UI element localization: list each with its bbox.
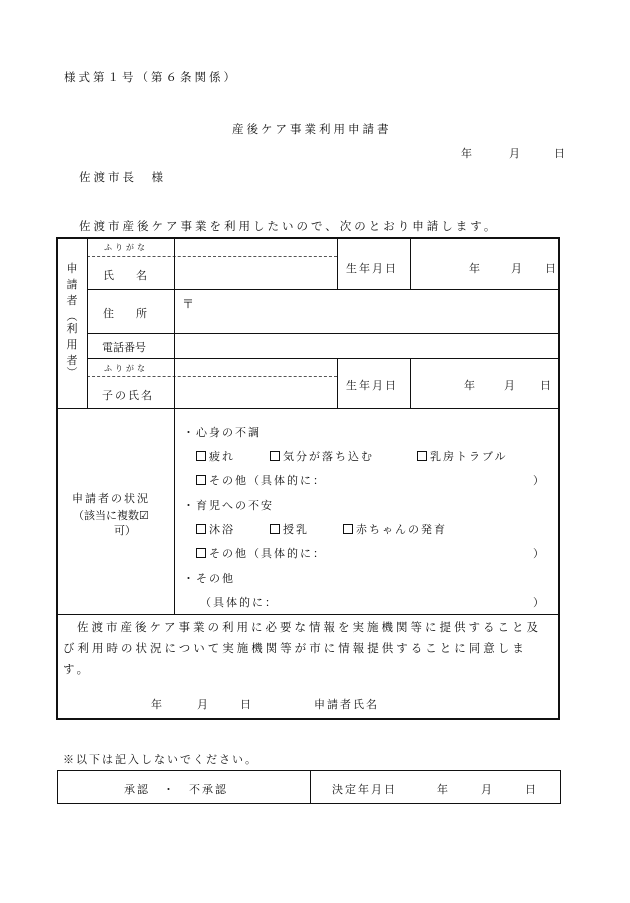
category-physical: ・心身の不調 [183, 426, 261, 439]
consent-line-3: す。 [63, 662, 92, 676]
intro-text: 佐渡市産後ケア事業を利用したいので、次のとおり申請します。 [79, 219, 499, 233]
option-other-physical[interactable]: その他（具体的に： [196, 472, 326, 488]
child-name-field[interactable] [176, 378, 336, 407]
postal-mark: 〒 [182, 297, 195, 311]
situation-note-2: 可） [114, 524, 136, 537]
checkbox[interactable] [270, 524, 280, 534]
date-month: 月 [509, 147, 520, 160]
category-childcare: ・育児への不安 [183, 499, 274, 512]
situation-note: （該当に複数☑ [73, 509, 149, 522]
consent-line-2: び利用時の状況について実施機関等が市に情報提供することに同意しま [63, 641, 527, 655]
option-depressed[interactable]: 気分が落ち込む [270, 448, 374, 464]
checkbox[interactable] [196, 451, 206, 461]
date-day: 日 [554, 147, 565, 160]
checkbox[interactable] [417, 451, 427, 461]
addressee: 佐渡市長 様 [79, 170, 166, 184]
category-other: ・その他 [183, 572, 235, 585]
option-other-childcare[interactable]: その他（具体的に： [196, 545, 326, 561]
other-detail-field[interactable]: （具体的に： [200, 596, 278, 609]
child-furigana-label: ふりがな [104, 364, 148, 373]
name-label: 氏 名 [103, 269, 147, 282]
name-field[interactable] [176, 258, 336, 288]
signer-label: 申請者氏名 [314, 698, 379, 711]
option-bathing[interactable]: 沐浴 [196, 521, 235, 537]
address-field[interactable] [176, 291, 558, 331]
checkbox[interactable] [196, 524, 206, 534]
child-birth-label: 生年月日 [346, 379, 398, 392]
option-feeding[interactable]: 授乳 [270, 521, 309, 537]
checkbox[interactable] [343, 524, 353, 534]
child-name-label: 子の氏名 [102, 389, 154, 402]
phone-field[interactable] [176, 335, 558, 357]
close-paren-3: ） [533, 596, 544, 609]
phone-label: 電話番号 [102, 341, 146, 354]
signer-name-field[interactable] [385, 690, 555, 712]
option-baby-growth[interactable]: 赤ちゃんの発育 [343, 521, 447, 537]
checkbox[interactable] [270, 451, 280, 461]
checkbox[interactable] [196, 475, 206, 485]
option-breast-trouble[interactable]: 乳房トラブル [417, 448, 508, 464]
approval-status: 承認 ・ 不承認 [124, 783, 228, 796]
consent-line-1: 佐渡市産後ケア事業の利用に必要な情報を実施機関等に提供すること及 [77, 620, 541, 634]
decision-date-label: 決定年月日 [332, 783, 397, 796]
birth-label: 生年月日 [346, 262, 398, 275]
furigana-label: ふりがな [104, 243, 148, 252]
page-title: 産後ケア事業利用申請書 [232, 122, 392, 136]
close-paren-2: ） [533, 547, 544, 560]
checkbox[interactable] [196, 548, 206, 558]
situation-label: 申請者の状況 [72, 492, 150, 505]
form-number: 様式第１号（第６条関係） [64, 70, 238, 84]
close-paren-1: ） [533, 474, 544, 487]
address-label: 住 所 [103, 307, 147, 320]
option-tired[interactable]: 疲れ [196, 448, 235, 464]
date-year: 年 [461, 147, 472, 160]
office-use-note: ※以下は記入しないでください。 [63, 753, 258, 766]
